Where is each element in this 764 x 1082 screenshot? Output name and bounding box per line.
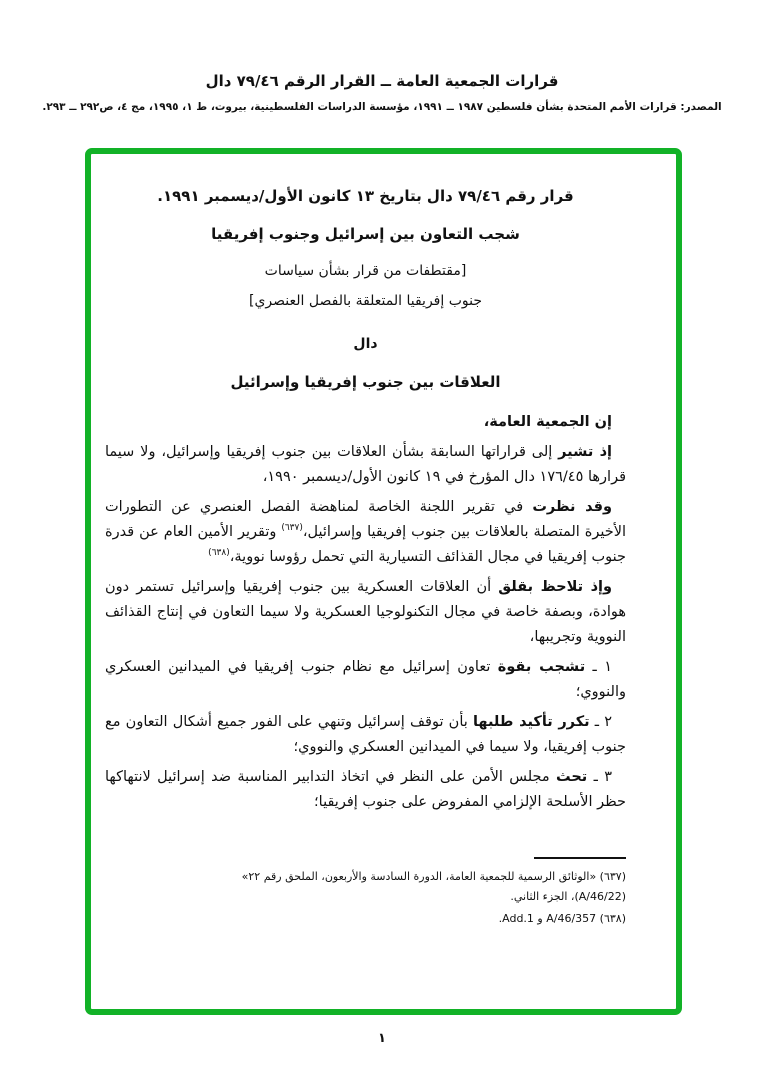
paragraph-lead: إذ تشير — [558, 444, 612, 460]
section-title: العلاقات بين جنوب إفريقيا وإسرائيل — [230, 373, 501, 391]
resolution-subtitle: شجب التعاون بين إسرائيل وجنوب إفريقيا — [211, 225, 520, 243]
operative-item-3 — [105, 765, 626, 815]
bracket-note-line2: جنوب إفريقيا المتعلقة بالفصل العنصري] — [249, 293, 482, 309]
item-lead: تشجب بقوة — [497, 659, 586, 675]
operative-item-1 — [105, 655, 626, 705]
footnote-ref-638: (٦٣٨) — [208, 548, 230, 558]
footnote-separator — [534, 857, 626, 859]
preamble-paragraph-3 — [105, 575, 626, 650]
item-lead: تحث — [556, 769, 588, 785]
resolution-content — [91, 154, 676, 929]
document-frame — [85, 148, 682, 1015]
footnote-marker: (٦٣٨) — [599, 912, 626, 925]
footnote-marker: (٦٣٧) — [599, 870, 626, 883]
item-number: ١ ـ — [585, 659, 612, 675]
paragraph-text: أن العلاقات العسكرية بين جنوب إفريقيا وإسرائيل تستمر دون هوادة، وبصفة خاصة في مجال التكنولوجيا العسكرية ولا سيما التعاون في إنتاج القذائف النووية وتجريبها، — [105, 579, 626, 645]
section-letter: دال — [353, 336, 378, 352]
paragraph-lead: وإذ تلاحظ بقلق — [498, 579, 612, 595]
item-text: بأن توقف إسرائيل وتنهي على الفور جميع أشكال التعاون مع جنوب إفريقيا، ولا سيما في الميدانين العسكري والنووي؛ — [105, 714, 626, 755]
preamble-paragraph-1 — [105, 440, 626, 490]
operative-item-2 — [105, 710, 626, 760]
footnote-ref-637: (٦٣٧) — [281, 523, 303, 533]
resolution-title: قرار رقم ٧٩/٤٦ دال بتاريخ ١٣ كانون الأول/ديسمبر ١٩٩١. — [157, 187, 574, 205]
paragraph-lead: وقد نظرت — [532, 499, 613, 515]
paragraph-text: وتقرير الأمين العام عن قدرة جنوب إفريقيا في مجال القذائف التسيارية التي تحمل رؤوسا نووية، — [105, 524, 626, 565]
paragraph-text: في تقرير اللجنة الخاصة لمناهضة الفصل العنصري عن التطورات الأخيرة المتصلة بالعلاقات بين جنوب إفريقيا وإسرائيل، — [105, 499, 626, 540]
page-header-title: قرارات الجمعية العامة ــ القرار الرقم ٧٩/٤٦ دال — [205, 72, 559, 90]
footnote-638 — [218, 909, 626, 929]
item-number: ٢ ـ — [589, 714, 612, 730]
page-number: ١ — [378, 1031, 386, 1046]
footnote-text: A/46/357 و Add.1. — [498, 912, 600, 925]
footnote-637 — [218, 867, 626, 907]
item-text: مجلس الأمن على النظر في اتخاذ التدابير المناسبة ضد إسرائيل لانتهاكها حظر الأسلحة الإلزامي المفروض على جنوب إفريقيا؛ — [105, 769, 626, 810]
item-number: ٣ ـ — [587, 769, 612, 785]
footnotes-block — [105, 857, 626, 929]
preamble-opening: إن الجمعية العامة، — [483, 414, 612, 430]
item-text: تعاون إسرائيل مع نظام جنوب إفريقيا في الميدانين العسكري والنووي؛ — [105, 659, 626, 700]
paragraph-text: إلى قراراتها السابقة بشأن العلاقات بين جنوب إفريقيا وإسرائيل، ولا سيما قرارها ١٧٦/٤٥ دال المؤرخ في ١٩ كانون الأول/ديسمبر ١٩٩٠، — [105, 444, 626, 485]
bracket-note-line1: [مقتطفات من قرار بشأن سياسات — [264, 263, 467, 279]
source-citation-line: المصدر: قرارات الأمم المتحدة بشأن فلسطين ١٩٨٧ ــ ١٩٩١، مؤسسة الدراسات الفلسطينية، بيروت، ط ١، ١٩٩٥، مج ٤، ص٢٩٢ ــ ٢٩٣. — [42, 101, 722, 113]
item-lead: تكرر تأكيد طلبها — [472, 714, 590, 730]
preamble-paragraph-2 — [105, 495, 626, 570]
footnote-text: «الوثائق الرسمية للجمعية العامة، الدورة السادسة والأربعون، الملحق رقم ٢٢» (A/46/22)، الجزء الثاني. — [241, 870, 626, 903]
